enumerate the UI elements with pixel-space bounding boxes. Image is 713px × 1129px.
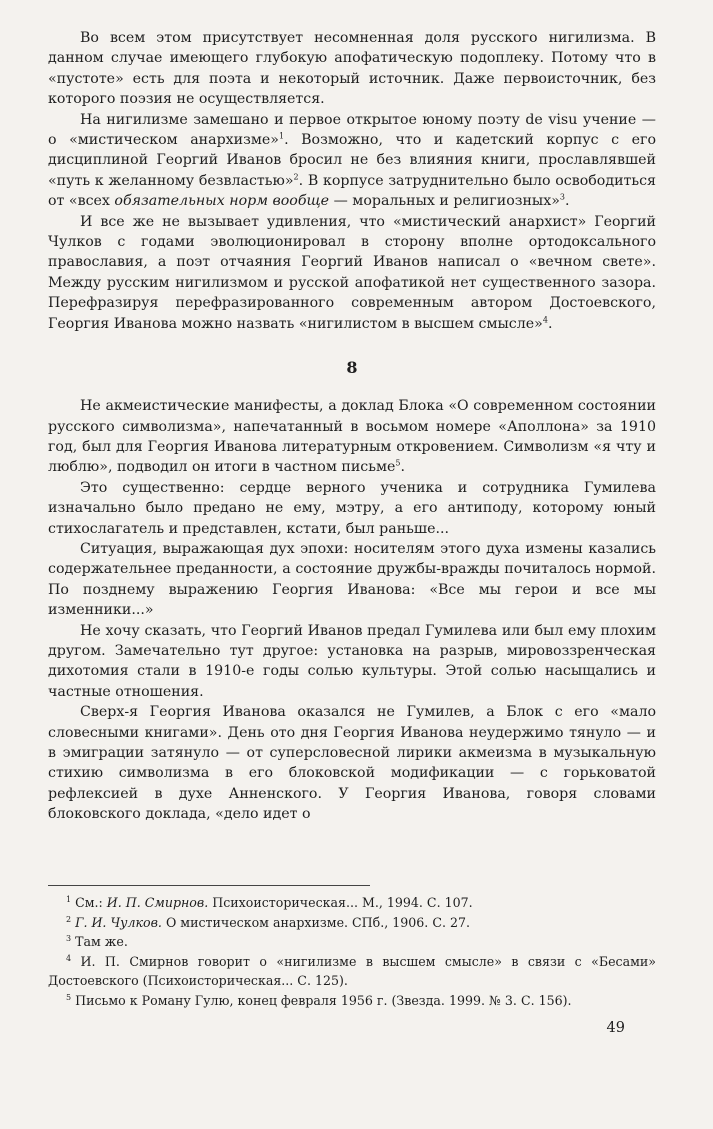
footnote-ref: 4 [542, 314, 548, 324]
footnote [48, 932, 656, 952]
text-run: Сверх-я Георгия Иванова оказался не Гумилев, а Блок с его «мало словесными книгами». День ото дня Георгия Иванова неудержимо тянуло — и в эмиграции затянуло — от суперсловесной лирики акмеизма в музыкальную стихию символизма в его блоковской модификации — с горьковатой рефлексией в духе Анненского. У Георгия Иванова, говоря словами блоковского доклада, «дело идет о [48, 704, 656, 823]
page-number: 49 [606, 1020, 625, 1036]
text-run: Ситуация, выражающая дух эпохи: носителям этого духа измены казались содержательнее преданности, а состояние дружбы-вражды почиталось нормой. По позднему выражению Георгия Иванова: «Все мы герои и все мы изменники...» [48, 540, 656, 619]
text-run: Г. И. Чулков. [75, 914, 162, 930]
text-run: Там же. [71, 934, 128, 949]
footnote-ref: 3 [66, 933, 72, 943]
main-text [48, 28, 656, 825]
paragraph [48, 110, 656, 212]
footnote [48, 991, 656, 1011]
text-run: обязательных норм вообще [114, 193, 330, 210]
text-run: О мистическом анархизме. СПб., 1906. С. 27. [161, 914, 470, 930]
paragraph [48, 478, 656, 539]
paragraphs-before-section [48, 28, 656, 334]
paragraph [48, 212, 656, 334]
text-run: См.: [71, 895, 107, 910]
footnote [48, 952, 656, 991]
footnote-ref: 1 [278, 131, 285, 141]
text-run: И. П. Смирнов говорит о «нигилизме в высшем смысле» в связи с «Бесами» Достоевского (Психоисторическая... С. 125). [48, 953, 656, 988]
footnotes [48, 893, 656, 1010]
footnote-ref: 2 [293, 172, 299, 182]
paragraph [48, 621, 656, 703]
footnote-ref: 5 [395, 458, 401, 468]
footnote [48, 893, 656, 913]
footnote [48, 913, 656, 933]
text-run: И все же не вызывает удивления, что «мистический анархист» Георгий Чулков с годами эволюционировал в сторону вполне ортодоксального православия, а поэт отчаяния Георгий Иванов написал о «вечном свете». Между русским нигилизмом и русской апофатикой нет существенного зазора. Перефразируя перефразированного современным автором Достоевского, Георгия Иванова можно назвать «нигилистом в высшем смысле» [48, 213, 656, 332]
text-run: Письмо к Роману Гулю, конец февраля 1956 г. (Звезда. 1999. № 3. С. 156). [71, 992, 572, 1008]
text-run: . [547, 315, 553, 332]
footnote-ref: 2 [66, 914, 72, 924]
text-run: Во всем этом присутствует несомненная доля русского нигилизма. В данном случае имеющего глубокую апофатическую подоплеку. Потому что в «пустоте» есть для поэта и некоторый источник. Даже первоисточник, без которого поэзия не осуществляется. [48, 30, 656, 108]
footnote-ref: 4 [66, 953, 72, 963]
footnote-ref: 3 [559, 192, 566, 202]
paragraph [48, 396, 656, 478]
paragraph [48, 702, 656, 824]
text-run: На нигилизме замешано и первое открытое юному поэту de visu учение — о «мистическом анархизме» [48, 111, 656, 149]
footnote-ref: 1 [66, 894, 72, 904]
text-run: Не акмеистические манифесты, а доклад Блока «О современном состоянии русского символизма», напечатанный в восьмом номере «Аполлона» за 1910 год, был для Георгия Иванова литературным откровением. Символизм «я чту и люблю», подводил он итоги в частном письме [48, 398, 656, 476]
text-run: . [400, 459, 405, 476]
text-run: . Возможно, что и кадетский корпус с его дисциплиной Георгий Иванов бросил не без влияния книги, прославлявшей «путь к желанному безвластью» [48, 132, 656, 189]
footnote-divider [48, 885, 370, 886]
footnote-ref: 5 [66, 992, 72, 1002]
text-run: И. П. Смирнов. [106, 895, 209, 910]
text-run: Это существенно: сердце верного ученика и сотрудника Гумилева изначально было предано не ему, мэтру, а его антиподу, которому юный стихослагатель и представлен, кстати, был раньше... [48, 479, 656, 537]
text-run: . [565, 193, 570, 210]
paragraphs-after-section [48, 396, 656, 825]
text-run: Психоисторическая... М., 1994. С. 107. [208, 895, 473, 910]
section-number: 8 [346, 358, 358, 378]
paragraph [48, 28, 656, 110]
text-run: . В корпусе затруднительно было освободиться от «всех [48, 172, 656, 210]
text-run: Не хочу сказать, что Георгий Иванов предал Гумилева или был ему плохим другом. Замечательно тут другое: установка на разрыв, мировоззренческая дихотомия стали в 1910-е годы солью культуры. Этой солью насыщались и частные отношения. [48, 622, 656, 700]
paragraph [48, 539, 656, 621]
text-run: — моральных и религиозных» [329, 193, 560, 210]
